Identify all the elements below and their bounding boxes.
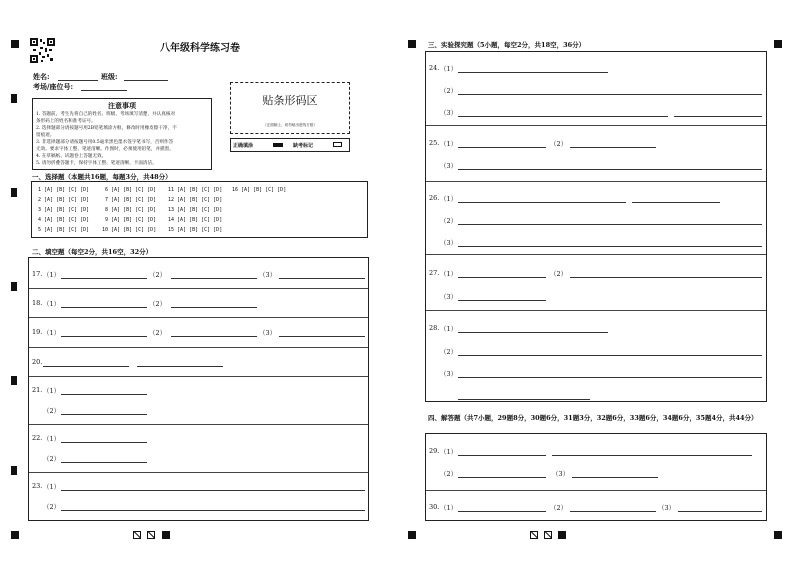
choice-item-2[interactable]: 2 [A] [B] [C] [D] <box>38 197 90 203</box>
question-25 <box>426 125 766 182</box>
blank-label: （1） <box>43 435 61 443</box>
answer-line[interactable] <box>458 72 608 73</box>
answer-line[interactable] <box>458 377 762 378</box>
choice-item-13[interactable]: 13 [A] [B] [C] [D] <box>168 207 223 213</box>
answer-line[interactable] <box>458 300 546 301</box>
blank-label: （2） <box>43 455 61 463</box>
blank-label: （2） <box>550 270 568 278</box>
q-number: 19. <box>32 328 43 336</box>
answer-line[interactable] <box>458 224 762 225</box>
blank-label: （2） <box>440 217 458 225</box>
sync-mark <box>544 531 552 539</box>
correct-fill-label: 正确填涂 <box>233 143 254 149</box>
correct-fill-sample <box>273 143 283 147</box>
q-number: 17. <box>32 270 43 278</box>
answer-line[interactable] <box>61 278 147 279</box>
answer-line[interactable] <box>678 511 762 512</box>
blank-label: （1） <box>43 387 61 395</box>
blank-label: （1） <box>440 448 458 456</box>
seat-field[interactable] <box>81 90 127 91</box>
answer-line[interactable] <box>61 442 147 443</box>
blank-label: （2） <box>550 140 568 148</box>
answer-line[interactable] <box>458 477 546 478</box>
question-30 <box>426 490 766 522</box>
notice-line: 无效。要求字体工整、笔迹清晰。作图时，必须使用铅笔，并描黑。 <box>36 147 174 152</box>
choice-item-15[interactable]: 15 [A] [B] [C] [D] <box>168 227 223 233</box>
blank-label: （2） <box>149 329 167 337</box>
blank-label: （2） <box>149 300 167 308</box>
blank-label: （3） <box>259 329 277 337</box>
question-21 <box>29 376 368 425</box>
answer-line[interactable] <box>458 399 590 400</box>
question-20 <box>29 347 368 377</box>
blank-label: （2） <box>550 504 568 512</box>
choice-item-11[interactable]: 11 [A] [B] [C] [D] <box>168 187 223 193</box>
answer-line[interactable] <box>458 202 626 203</box>
absent-mark-box[interactable] <box>333 142 342 147</box>
barcode-note: （正面朝上，切勿贴出虚线方框） <box>263 123 317 127</box>
answer-line[interactable] <box>137 366 223 367</box>
blank-label: （1） <box>43 300 61 308</box>
answer-line[interactable] <box>61 336 147 337</box>
question-22 <box>29 424 368 473</box>
q-number: 26. <box>429 194 440 202</box>
question-19 <box>29 317 368 348</box>
notice-line: 4. 在草稿纸、试题卷上答题无效。 <box>36 154 107 159</box>
answer-line[interactable] <box>570 147 656 148</box>
answer-line[interactable] <box>61 414 147 415</box>
side-marker <box>11 94 17 103</box>
notice-line: 留痕迹。 <box>36 133 55 138</box>
choice-item-6[interactable]: 6 [A] [B] [C] [D] <box>105 187 157 193</box>
choice-item-3[interactable]: 3 [A] [B] [C] [D] <box>38 207 90 213</box>
blank-label: （1） <box>440 270 458 278</box>
side-marker <box>11 376 17 385</box>
q-number: 21. <box>32 386 43 394</box>
blank-label: （3） <box>440 239 458 247</box>
q-number: 29. <box>429 447 440 455</box>
sync-mark <box>558 531 566 539</box>
q-number: 28. <box>429 324 440 332</box>
answer-line[interactable] <box>458 246 762 247</box>
q-number: 18. <box>32 299 43 307</box>
name-field[interactable] <box>58 80 98 81</box>
question-24 <box>426 52 766 126</box>
notice-line: 1. 答题前，考生先将自己的姓名、班级、考场填写清楚，并认真核对 <box>36 112 176 117</box>
question-27 <box>426 254 766 311</box>
blank-label: （3） <box>440 293 458 301</box>
name-label: 姓名: <box>33 72 50 81</box>
choice-item-4[interactable]: 4 [A] [B] [C] [D] <box>38 217 90 223</box>
notice-line: 条形码上的姓名和准考证号。 <box>36 119 96 124</box>
answer-line[interactable] <box>43 366 129 367</box>
sync-mark <box>162 531 170 539</box>
q-number: 25. <box>429 139 440 147</box>
blank-label: （1） <box>440 140 458 148</box>
notice-line: 2. 选择题部分请按题号用2B铅笔填涂方框，修改时用橡皮擦干净，不 <box>36 126 177 131</box>
answer-line[interactable] <box>171 336 257 337</box>
corner-marker <box>408 40 416 48</box>
blank-label: （1） <box>43 483 61 491</box>
blank-label: （1） <box>440 65 458 73</box>
choice-item-14[interactable]: 14 [A] [B] [C] [D] <box>168 217 223 223</box>
answer-line[interactable] <box>552 455 752 456</box>
question-28 <box>426 310 766 403</box>
barcode-title: 贴条形码区 <box>262 94 318 107</box>
answer-line[interactable] <box>61 394 147 395</box>
blank-label: （2） <box>440 87 458 95</box>
answer-line[interactable] <box>458 277 546 278</box>
choice-item-9[interactable]: 9 [A] [B] [C] [D] <box>105 217 157 223</box>
answer-line[interactable] <box>458 94 762 95</box>
notice-title: 注意事项 <box>108 101 136 110</box>
q-number: 23. <box>32 482 43 490</box>
sync-mark <box>147 531 155 539</box>
class-field[interactable] <box>124 80 168 81</box>
page-title: 八年级科学练习卷 <box>160 43 240 54</box>
section3-title: 三、实验探究题（5小题，每空2分，共18空，36分） <box>428 41 586 49</box>
blank-label: （2） <box>440 348 458 356</box>
answer-line[interactable] <box>570 511 656 512</box>
fill-blank-box <box>28 257 369 521</box>
question-17 <box>29 258 368 289</box>
question-26 <box>426 181 766 255</box>
q-number: 22. <box>32 434 43 442</box>
sync-mark <box>530 531 538 539</box>
section2-title: 二、填空题（每空2分，共16空，32分） <box>32 248 153 256</box>
q-number: 30. <box>429 503 440 511</box>
corner-marker <box>774 40 782 48</box>
choice-item-10[interactable]: 10 [A] [B] [C] [D] <box>102 227 157 233</box>
blank-label: （3） <box>440 370 458 378</box>
class-label: 班级: <box>101 72 118 81</box>
barcode-area <box>230 82 350 134</box>
blank-label: （2） <box>43 503 61 511</box>
choice-item-16[interactable]: 16 [A] [B] [C] [D] <box>232 187 287 193</box>
corner-marker <box>11 531 19 539</box>
sync-mark <box>133 531 141 539</box>
experiment-box <box>425 51 767 402</box>
side-marker <box>11 282 17 291</box>
blank-label: （1） <box>43 271 61 279</box>
answer-line[interactable] <box>570 277 762 278</box>
notice-line: 3. 非选择题部分请按题号用0.5毫米黑色墨水签字笔书写，否则作答 <box>36 140 174 145</box>
answer-line[interactable] <box>171 278 257 279</box>
side-marker <box>11 188 17 197</box>
blank-label: （2） <box>149 271 167 279</box>
absent-label: 缺考标记 <box>293 143 314 149</box>
fill-example-box <box>230 138 350 152</box>
answer-line[interactable] <box>61 307 147 308</box>
corner-marker <box>11 40 19 48</box>
notice-line: 5. 请勿折叠答题卡，保持字体工整、笔迹清晰、卡面清洁。 <box>36 161 157 166</box>
choice-box <box>31 181 368 238</box>
answer-line[interactable] <box>171 307 257 308</box>
blank-label: （1） <box>43 329 61 337</box>
blank-label: （1） <box>440 325 458 333</box>
answer-line[interactable] <box>458 355 762 356</box>
choice-item-7[interactable]: 7 [A] [B] [C] [D] <box>105 197 157 203</box>
question-29 <box>426 434 766 491</box>
answer-box <box>425 433 767 521</box>
question-18 <box>29 288 368 318</box>
answer-line[interactable] <box>61 490 365 491</box>
answer-line[interactable] <box>572 477 658 478</box>
answer-line[interactable] <box>458 332 608 333</box>
blank-label: （3） <box>440 109 458 117</box>
answer-line[interactable] <box>458 169 762 170</box>
answer-line[interactable] <box>458 511 546 512</box>
notice-box <box>32 98 212 170</box>
blank-label: （3） <box>552 470 570 478</box>
blank-label: （1） <box>440 504 458 512</box>
corner-marker <box>774 531 782 539</box>
answer-line[interactable] <box>632 202 720 203</box>
choice-item-5[interactable]: 5 [A] [B] [C] [D] <box>38 227 90 233</box>
blank-label: （1） <box>440 195 458 203</box>
choice-item-12[interactable]: 12 [A] [B] [C] [D] <box>168 197 223 203</box>
q-number: 27. <box>429 269 440 277</box>
choice-item-8[interactable]: 8 [A] [B] [C] [D] <box>105 207 157 213</box>
blank-label: （3） <box>259 271 277 279</box>
section1-title: 一、选择题（本题共16题，每题3分，共48分） <box>32 173 172 181</box>
answer-line[interactable] <box>279 278 365 279</box>
blank-label: （2） <box>43 407 61 415</box>
q-number: 20. <box>32 358 43 366</box>
corner-marker <box>408 531 416 539</box>
answer-line[interactable] <box>458 455 546 456</box>
answer-line[interactable] <box>674 116 762 117</box>
answer-line[interactable] <box>279 336 365 337</box>
seat-label: 考场/座位号: <box>33 82 74 91</box>
q-number: 24. <box>429 64 440 72</box>
choice-item-1[interactable]: 1 [A] [B] [C] [D] <box>38 187 90 193</box>
answer-line[interactable] <box>61 462 147 463</box>
blank-label: （3） <box>440 162 458 170</box>
section4-title: 四、解答题（共7小题，29题8分，30题6分，31题3分，32题6分，33题6分，34题6分，35题4分，共44分） <box>428 414 758 422</box>
answer-line[interactable] <box>458 116 668 117</box>
qr-code <box>30 38 55 63</box>
question-23 <box>29 472 368 520</box>
blank-label: （2） <box>440 470 458 478</box>
side-marker <box>11 466 17 475</box>
blank-label: （3） <box>658 504 676 512</box>
answer-line[interactable] <box>61 510 365 511</box>
answer-line[interactable] <box>458 147 546 148</box>
